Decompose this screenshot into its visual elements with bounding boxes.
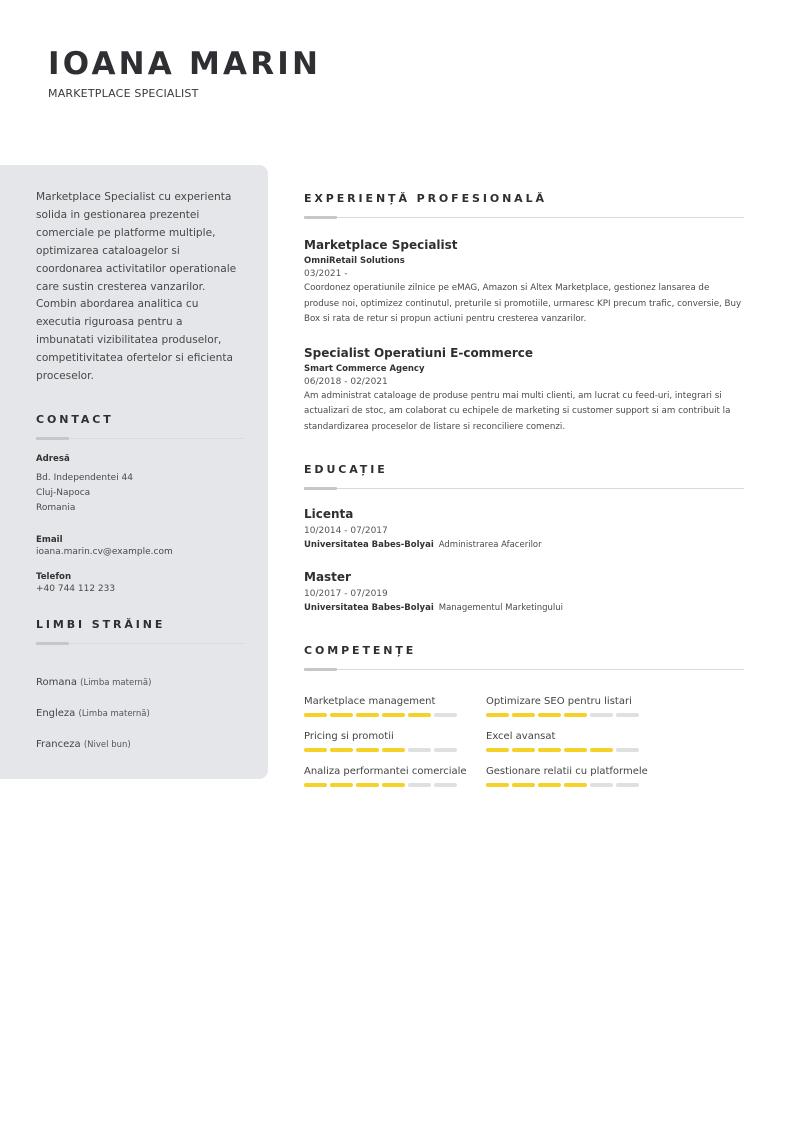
skill-segment-filled <box>408 713 431 717</box>
degree-title: Licenta <box>304 506 354 521</box>
field-of-study: Administrarea Afacerilor <box>438 539 542 550</box>
language-name: Romana <box>36 676 77 688</box>
skill-segment-filled <box>486 713 509 717</box>
skill-segment-filled <box>304 748 327 752</box>
job-description: Coordonez operatiunile zilnice pe eMAG, Amazon si Altex Marketplace, gestionez lansarea de produse noi, optimizez continutul, preturile si promotiile, urmaresc KPI precum trafic, conversie, Buy Box si rata de retur si propun actiuni pentru cresterea vanzarilor. <box>304 283 742 325</box>
skill-segment-empty <box>590 713 613 717</box>
skill-segment-filled <box>356 713 379 717</box>
skill-item <box>486 765 668 787</box>
skill-level-bar <box>304 713 486 717</box>
skill-level-bar <box>486 713 668 717</box>
skill-segment-filled <box>512 748 535 752</box>
skill-segment-filled <box>330 748 353 752</box>
job-title: Specialist Operatiuni E-commerce <box>304 345 534 360</box>
language-level: (Limba maternă) <box>78 708 150 719</box>
section-divider <box>304 668 744 671</box>
skill-segment-filled <box>564 748 587 752</box>
skills-heading: COMPETENȚE <box>304 643 417 657</box>
skill-segment-filled <box>330 783 353 787</box>
job-dates: 03/2021 - <box>304 269 348 279</box>
skill-name: Analiza performantei comerciale <box>304 765 467 777</box>
skill-segment-empty <box>434 713 457 717</box>
skill-name: Excel avansat <box>486 730 556 742</box>
section-divider <box>36 642 244 645</box>
skill-level-bar <box>486 783 668 787</box>
skill-segment-filled <box>382 783 405 787</box>
skill-level-bar <box>486 748 668 752</box>
job-dates: 06/2018 - 02/2021 <box>304 376 388 387</box>
address-line: Bd. Independentei 44 <box>36 472 134 483</box>
skill-segment-filled <box>564 783 587 787</box>
language-level: (Nivel bun) <box>83 739 131 750</box>
skill-segment-filled <box>304 783 327 787</box>
skill-item <box>304 695 486 717</box>
skill-segment-filled <box>564 713 587 717</box>
skill-segment-filled <box>538 713 561 717</box>
skill-segment-filled <box>538 748 561 752</box>
section-divider <box>304 487 744 490</box>
skill-segment-filled <box>512 713 535 717</box>
section-divider <box>304 216 744 219</box>
skill-item <box>486 730 668 752</box>
skill-name: Marketplace management <box>304 695 436 707</box>
skill-segment-filled <box>486 748 509 752</box>
candidate-title: MARKETPLACE SPECIALIST <box>48 87 199 100</box>
job-description: Am administrat cataloage de produse pentru mai multi clienti, am lucrat cu feed-uri, integrari si actualizari de stoc, am colaborat cu echipele de marketing si customer support si am contribuit la standardizarea proceselor de listare si reconciliere comenzi. <box>304 390 731 432</box>
education-entry <box>304 569 744 615</box>
job-entry <box>304 345 744 436</box>
skill-segment-empty <box>590 783 613 787</box>
degree-title: Master <box>304 569 351 584</box>
skill-segment-filled <box>590 748 613 752</box>
language-item <box>36 706 244 722</box>
skill-segment-empty <box>616 748 639 752</box>
skill-segment-filled <box>382 713 405 717</box>
address-label: Adresă <box>36 453 70 464</box>
email-link[interactable]: ioana.marin.cv@example.com <box>36 546 173 557</box>
skill-name: Pricing si promotii <box>304 730 394 742</box>
institution-name: Universitatea Babes-Bolyai <box>304 539 434 550</box>
skill-segment-filled <box>512 783 535 787</box>
skill-segment-empty <box>408 783 431 787</box>
language-item <box>36 737 244 753</box>
address-block <box>36 454 244 516</box>
contact-section <box>36 413 244 597</box>
institution-name: Universitatea Babes-Bolyai <box>304 602 434 613</box>
skill-segment-filled <box>356 783 379 787</box>
job-company: Smart Commerce Agency <box>304 363 425 374</box>
language-name: Franceza <box>36 738 81 750</box>
skill-segment-filled <box>356 748 379 752</box>
job-entry <box>304 237 744 328</box>
email-label: Email <box>36 534 63 545</box>
skills-grid <box>304 695 744 787</box>
skill-name: Gestionare relatii cu platformele <box>486 765 648 777</box>
contact-heading: CONTACT <box>36 412 114 426</box>
email-block <box>36 535 244 560</box>
address-line: Cluj-Napoca <box>36 487 91 498</box>
skill-segment-filled <box>330 713 353 717</box>
languages-section <box>36 618 244 753</box>
skill-segment-empty <box>408 748 431 752</box>
experience-section <box>304 192 744 436</box>
job-title: Marketplace Specialist <box>304 238 458 252</box>
phone-block <box>36 572 244 597</box>
skill-segment-filled <box>538 783 561 787</box>
language-item <box>36 675 244 691</box>
field-of-study: Managementul Marketingului <box>438 602 564 613</box>
section-divider <box>36 437 244 440</box>
address-line: Romania <box>36 502 76 513</box>
main-content <box>304 192 744 787</box>
profile-summary: Marketplace Specialist cu experienta solida in gestionarea prezentei comerciale pe platforme multiple, optimizarea cataloagelor si coordonarea activitatilor operationale care sustin cresterea vanzarilor. Combin abordarea analitica cu executia riguroasa pentru a imbunatati vizibilitatea produselor, competitivitatea ofertelor si eficienta proceselor. <box>36 191 237 383</box>
skill-segment-filled <box>304 713 327 717</box>
skill-segment-empty <box>434 748 457 752</box>
sidebar <box>0 165 268 779</box>
education-entry <box>304 506 744 552</box>
skill-level-bar <box>304 748 486 752</box>
education-dates: 10/2014 - 07/2017 <box>304 525 388 536</box>
skill-item <box>486 695 668 717</box>
job-company: OmniRetail Solutions <box>304 256 405 266</box>
skill-segment-filled <box>486 783 509 787</box>
language-level: (Limba maternă) <box>80 677 152 688</box>
skill-segment-empty <box>434 783 457 787</box>
resume-header <box>48 46 321 100</box>
experience-heading: EXPERIENȚĂ PROFESIONALĂ <box>304 192 547 205</box>
skill-segment-empty <box>616 783 639 787</box>
candidate-name: IOANA MARIN <box>48 46 322 82</box>
education-dates: 10/2017 - 07/2019 <box>304 588 388 599</box>
skill-level-bar <box>304 783 486 787</box>
skills-section <box>304 644 744 787</box>
language-name: Engleza <box>36 707 76 719</box>
phone-number: +40 744 112 233 <box>36 583 116 594</box>
education-heading: EDUCAȚIE <box>304 462 388 476</box>
languages-heading: LIMBI STRĂINE <box>36 617 166 631</box>
phone-label: Telefon <box>36 571 72 582</box>
skill-segment-empty <box>616 713 639 717</box>
skill-item <box>304 730 486 752</box>
education-section <box>304 463 744 615</box>
skill-name: Optimizare SEO pentru listari <box>486 695 632 707</box>
skill-segment-filled <box>382 748 405 752</box>
skill-item <box>304 765 486 787</box>
